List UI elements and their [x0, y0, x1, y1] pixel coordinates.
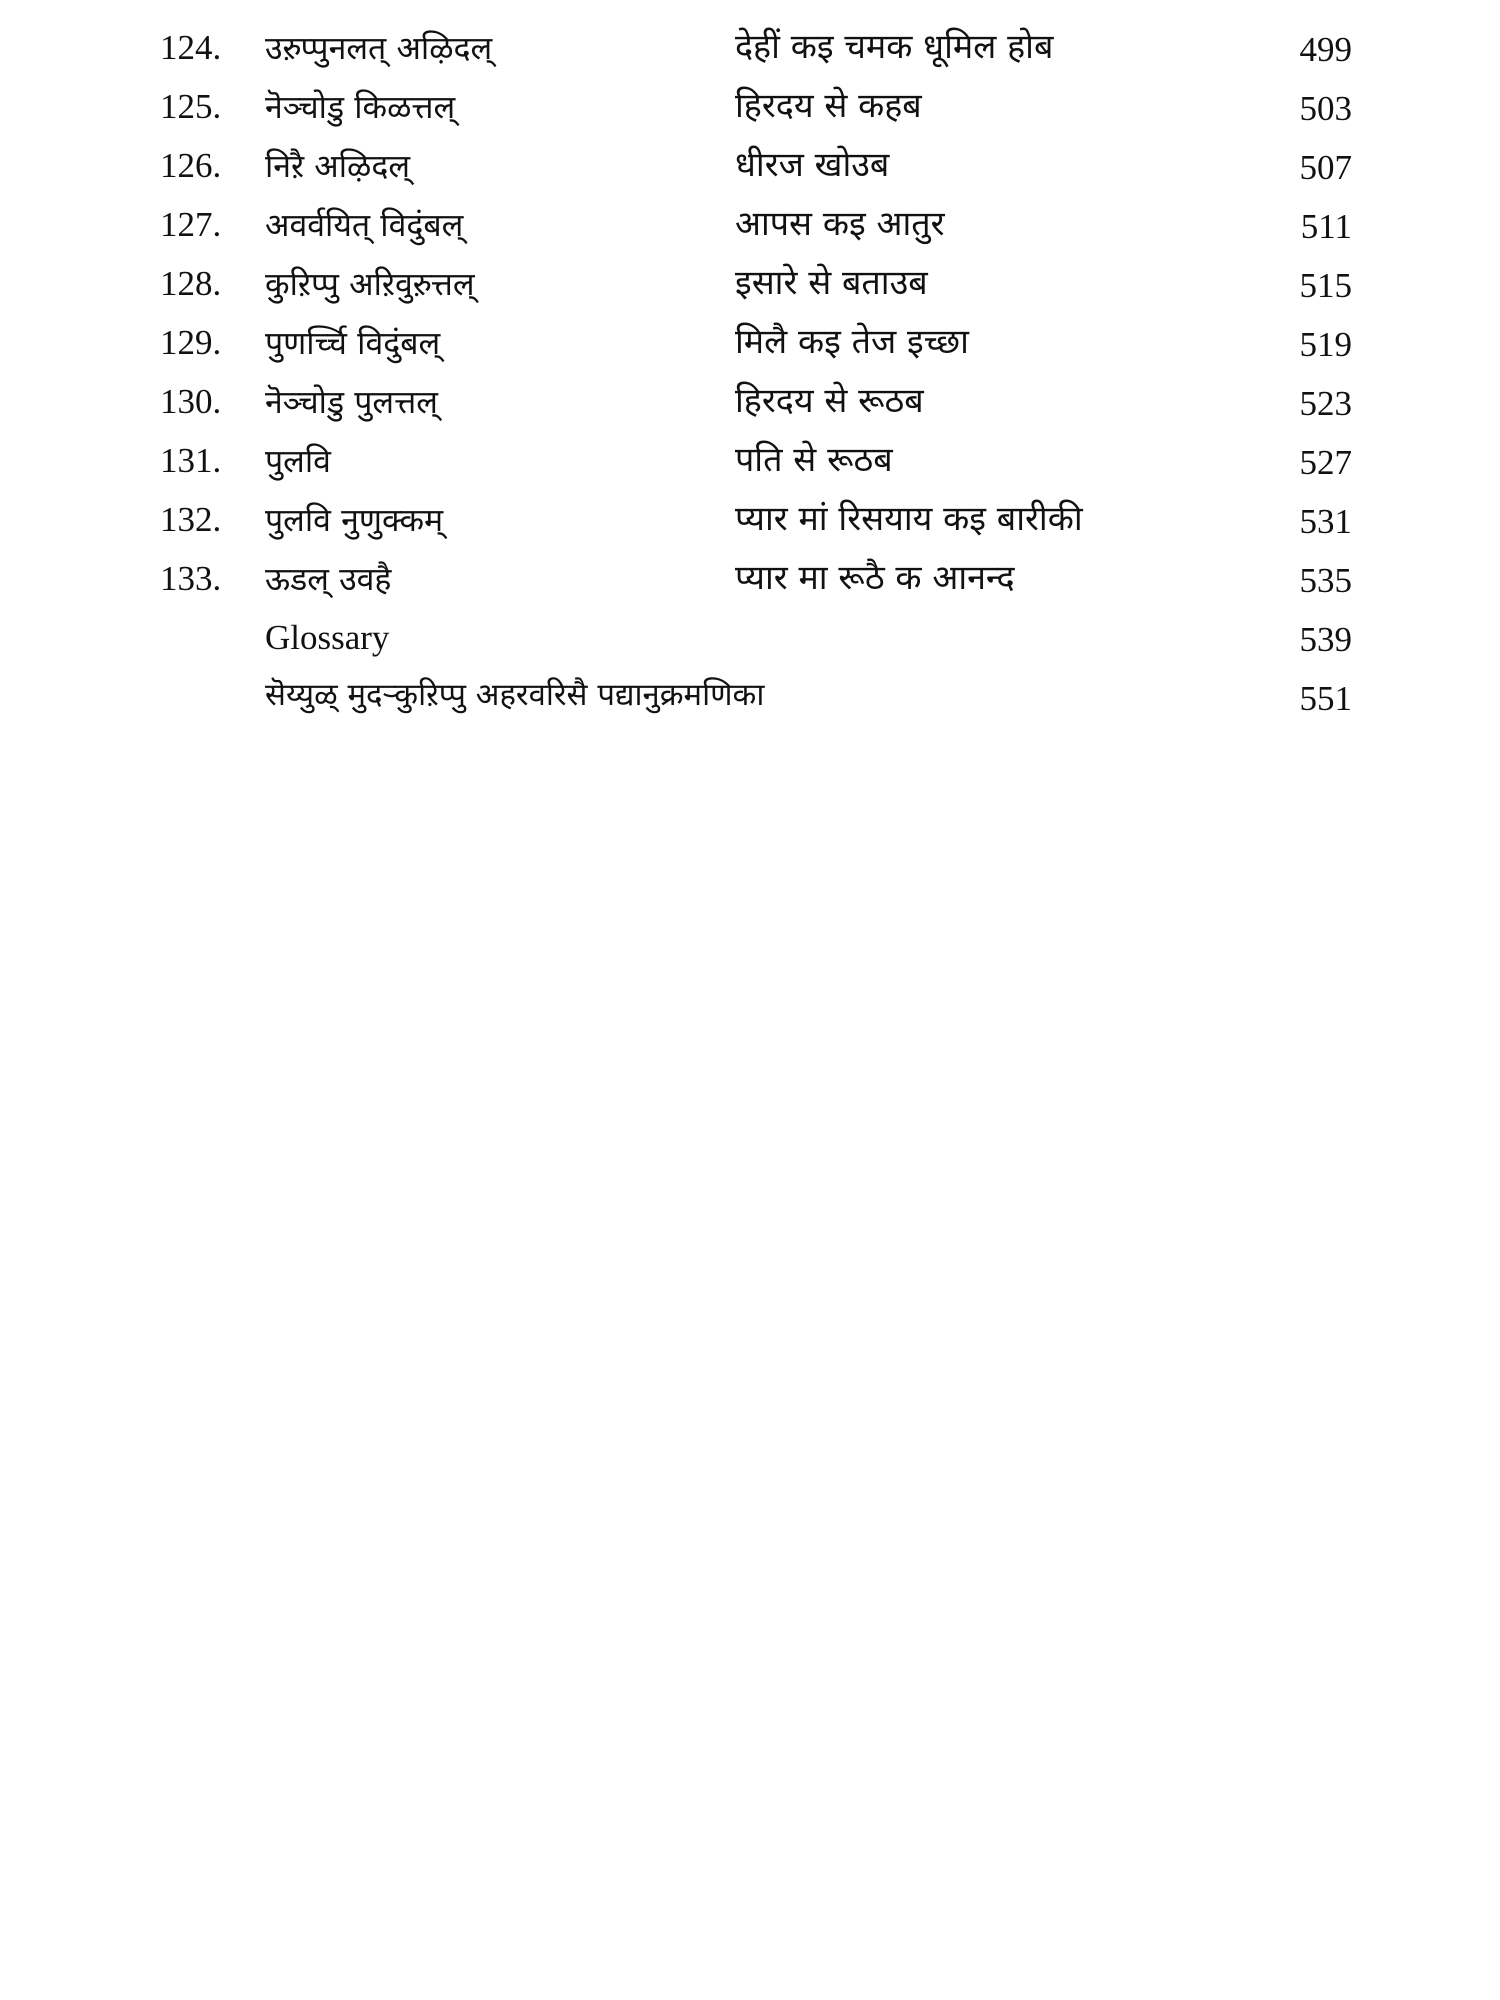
toc-row	[0, 317, 1500, 376]
toc-row-glossary	[0, 612, 1500, 671]
entry-page-number: 531	[1299, 502, 1352, 541]
entry-number: 130.	[160, 382, 222, 421]
entry-translated-title: इसारे से बताउब	[735, 263, 928, 303]
entry-source-title: उऱुप्पुनलत् अऴिदल्	[265, 29, 493, 67]
entry-number: 124.	[160, 28, 222, 67]
entry-source-title: अवर्वयित् विदुंबल्	[265, 206, 464, 244]
verse-index-page-number: 551	[1299, 679, 1352, 718]
toc-row	[0, 258, 1500, 317]
glossary-page-number: 539	[1299, 620, 1352, 659]
toc-row	[0, 140, 1500, 199]
entry-number: 126.	[160, 146, 222, 185]
entry-page-number: 535	[1299, 561, 1352, 600]
toc-row	[0, 81, 1500, 140]
entry-page-number: 511	[1300, 207, 1352, 246]
entry-translated-title: प्यार मा रूठै क आनन्द	[735, 558, 1015, 598]
entry-source-title: ऊडल् उवहै	[265, 560, 392, 598]
verse-index-title: सॆय्युळ् मुदऱ्कुऱिप्पु अहरवरिसै पद्यानुक्रमणिका	[265, 677, 765, 713]
entry-translated-title: पति से रूठब	[735, 440, 893, 480]
entry-page-number: 519	[1299, 325, 1352, 364]
toc-row	[0, 553, 1500, 612]
entry-source-title: नॆञ्चोडु किळत्तल्	[265, 88, 456, 126]
toc-row-verse-index	[0, 671, 1500, 730]
toc-row	[0, 22, 1500, 81]
entry-source-title: नॆञ्चोडु पुलत्तल्	[265, 383, 438, 421]
entry-translated-title: प्यार मां रिसयाय कइ बारीकी	[735, 499, 1083, 539]
toc-row	[0, 494, 1500, 553]
entry-source-title: निऱै अऴिदल्	[265, 147, 411, 185]
entry-number: 125.	[160, 87, 222, 126]
entry-source-title: कुऱिप्पु अऱिवुऱुत्तल्	[265, 265, 475, 303]
entry-source-title: पुणर्च्चि विदुंबल्	[265, 324, 441, 362]
table-of-contents	[0, 22, 1500, 730]
entry-translated-title: धीरज खोउब	[735, 145, 890, 185]
entry-page-number: 527	[1299, 443, 1352, 482]
entry-page-number: 507	[1299, 148, 1352, 187]
entry-source-title: पुलवि नुणुक्कम्	[265, 501, 444, 539]
glossary-title: Glossary	[265, 618, 390, 657]
toc-row	[0, 199, 1500, 258]
entry-number: 133.	[160, 559, 222, 598]
entry-number: 127.	[160, 205, 222, 244]
entry-translated-title: आपस कइ आतुर	[735, 204, 945, 244]
toc-row	[0, 435, 1500, 494]
entry-number: 132.	[160, 500, 222, 539]
entry-page-number: 515	[1299, 266, 1352, 305]
entry-page-number: 503	[1299, 89, 1352, 128]
entry-translated-title: हिरदय से कहब	[735, 86, 922, 126]
entry-number: 131.	[160, 441, 222, 480]
entry-translated-title: देहीं कइ चमक धूमिल होब	[735, 27, 1054, 67]
entry-translated-title: मिलै कइ तेज इच्छा	[735, 322, 969, 362]
entry-translated-title: हिरदय से रूठब	[735, 381, 924, 421]
entry-page-number: 499	[1299, 30, 1352, 69]
entry-source-title: पुलवि	[265, 442, 331, 480]
entry-page-number: 523	[1299, 384, 1352, 423]
toc-row	[0, 376, 1500, 435]
entry-number: 128.	[160, 264, 222, 303]
entry-number: 129.	[160, 323, 222, 362]
